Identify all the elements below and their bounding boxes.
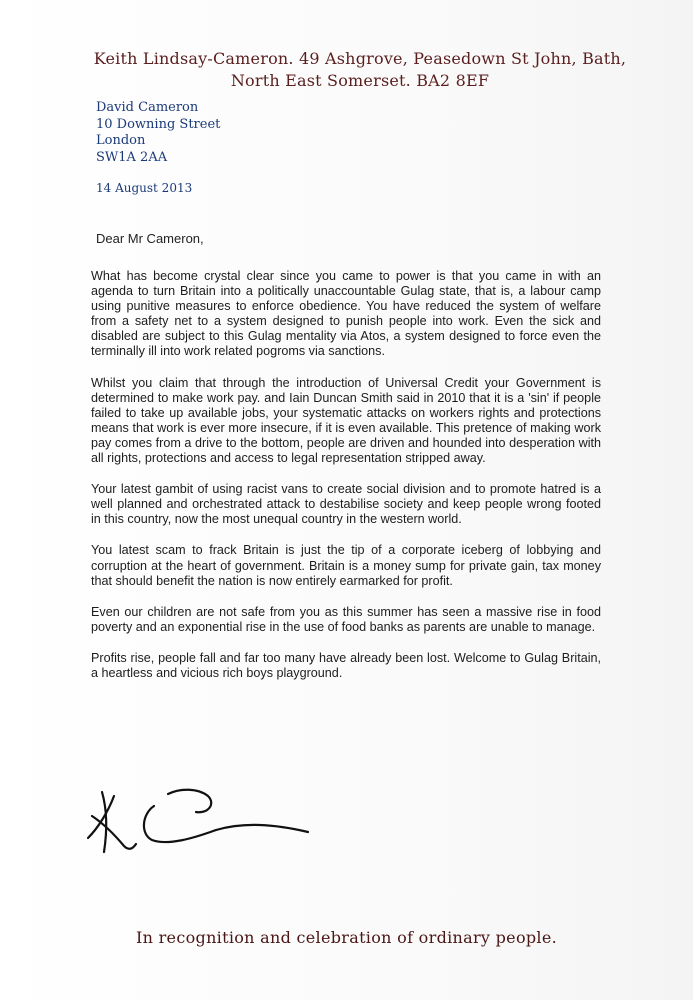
letter-date: 14 August 2013 — [96, 181, 193, 195]
recipient-postcode: SW1A 2AA — [96, 149, 168, 165]
recipient-street: 10 Downing Street — [96, 116, 221, 132]
body-paragraph: You latest scam to frack Britain is just the tip of a corporate iceberg of lobbying and corruption at the heart of government. Britain is a money sump for private gain, tax money that should benefit the nation is now entirely earmarked for profit. — [91, 543, 601, 588]
recipient-address — [96, 100, 220, 166]
body-paragraph: Profits rise, people fall and far too many have already been lost. Welcome to Gulag Britain, a heartless and vicious rich boys playground. — [91, 650, 601, 680]
handwritten-signature — [84, 786, 314, 856]
recipient-city: London — [96, 133, 146, 148]
sender-address-line-1: Keith Lindsay-Cameron. 49 Ashgrove, Peasedown St John, Bath, — [93, 49, 627, 68]
body-paragraph: Even our children are not safe from you as this summer has seen a massive rise in food poverty and an exponential rise in the use of food banks as parents are unable to manage. — [91, 604, 601, 634]
sender-address — [60, 48, 660, 92]
letter-body — [91, 269, 601, 697]
recipient-name: David Cameron — [96, 100, 199, 115]
footer-tagline: In recognition and celebration of ordinary people. — [136, 928, 557, 947]
salutation: Dear Mr Cameron, — [96, 231, 204, 246]
sender-address-line-2: North East Somerset. BA2 8EF — [230, 71, 490, 90]
body-paragraph: Whilst you claim that through the introduction of Universal Credit your Government is determined to make work pay. and Iain Duncan Smith said in 2010 that it is a 'sin' if people failed to take up available jobs, your systematic attacks on workers rights and protections means that work is ever more insecure, if it is even available. This pretence of making work pay comes from a drive to the bottom, people are driven and hounded into desperation with all rights, protections and access to legal representation stripped away. — [91, 375, 601, 466]
body-paragraph: What has become crystal clear since you came to power is that you came in with an agenda to turn Britain into a politically unaccountable Gulag state, that is, a labour camp using punitive measures to enforce obedience. You have reduced the system of welfare from a safety net to a system designed to punish people into work. Even the sick and disabled are subject to this Gulag mentality via Atos, a system designed to force even the terminally ill into work related pogroms via sanctions. — [91, 269, 601, 359]
body-paragraph: Your latest gambit of using racist vans to create social division and to promote hatred is a well planned and orchestrated attack to destabilise society and keep people wrong footed in this country, now the most unequal country in the western world. — [91, 482, 601, 527]
